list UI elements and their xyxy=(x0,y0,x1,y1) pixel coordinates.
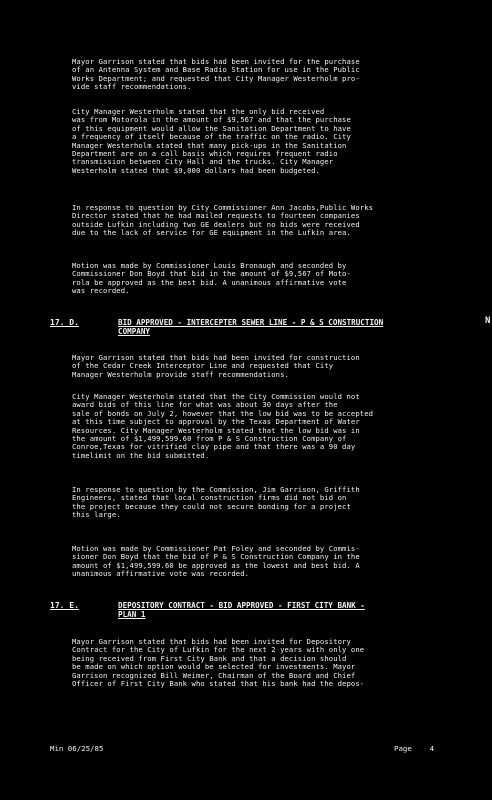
paragraph-motorola-bid: City Manager Westerholm stated that the only bid received was from Motorola in the amount of $9,567 and that the purchase of this equipment would allow the Sanitation Department to have a frequency of itself because of the traffic on the radio. City Manager Westerholm stated that many pick-ups in the Sanitation Department are on a call basis which requires frequent radio transmission between City Hall and the trucks. City Manager Westerholm stated that $9,000 dollars had been budgeted. xyxy=(72,107,351,175)
footer-minutes-date: Min 06/25/85 xyxy=(50,744,104,753)
paragraph-depository-contract: Mayor Garrison stated that bids had been invited for Depository Contract for the City of Lufkin for the next 2 years with only one being received from First City Bank and that a decision should be made on which option would be selected for investments. Mayor Garrison recognized Bill Weimer, Chairman of the Board and Chief Officer of First City Bank who stated that his bank had the depos- xyxy=(72,637,365,689)
paragraph-motion-ps-construction: Motion was made by Commissioner Pat Foley and seconded by Commis- sioner Don Boyd that the bid of P & S Construction Company in the amount of $1,499,599.60 be approved as the lowest and best bid. A unanimous affirmative vote was recorded. xyxy=(72,544,360,579)
paragraph-bonding: In response to question by the Commission, Jim Garrison, Griffith Engineers, stated that local construction firms did not bid on the project because they could not secure bonding for a project this large. xyxy=(72,485,360,520)
paragraph-antenna-bids: Mayor Garrison stated that bids had been invited for the purchase of an Antenna System and Base Radio Station for use in the Public Works Department; and requested that City Manager Westerholm pro- vide staff recommendations. xyxy=(72,57,360,92)
paragraph-motion-motorola: Motion was made by Commissioner Louis Bronaugh and seconded by Commissioner Don Boyd that bid in the amount of $9,567 of Moto- rola be approved as the best bid. A unanimous affirmative vote was recorded. xyxy=(72,261,351,296)
paragraph-low-bid: City Manager Westerholm stated that the City Commission would not award bids of this line for what was about 30 days after the sale of bonds on July 2, however that the low bid was to be accepted at this time subject to approval by the Texas Department of Water Resources. City Manager Westerholm stated that the low bid was in the amount of $1,499,599.60 from P & S Construction Company of Conroe,Texas for vitrified clay pipe and that there was a 90 day timelimit on the bid submitted. xyxy=(72,392,374,460)
edge-mark: N xyxy=(485,316,491,326)
item-number-17e: 17. E. xyxy=(50,601,79,610)
paragraph-cedar-creek-bids: Mayor Garrison stated that bids had been invited for construction of the Cedar Creek Interceptor Line and requested that City Manager Westerholm provide staff recommendations. xyxy=(72,353,360,379)
item-number-17d: 17. D. xyxy=(50,318,79,327)
item-heading-17e: DEPOSITORY CONTRACT - BID APPROVED - FIRST CITY BANK - PLAN 1 xyxy=(118,601,365,619)
item-heading-17d: BID APPROVED - INTERCEPTER SEWER LINE - P & S CONSTRUCTION COMPANY xyxy=(118,318,384,336)
footer-page-number: Page 4 xyxy=(394,744,435,753)
paragraph-ge-dealers: In response to question by City Commissioner Ann Jacobs,Public Works Director stated that he had mailed requests to fourteen companies outside Lufkin including two GE dealers but no bids were received due to the lack of service for GE equipment in the Lufkin area. xyxy=(72,203,374,238)
